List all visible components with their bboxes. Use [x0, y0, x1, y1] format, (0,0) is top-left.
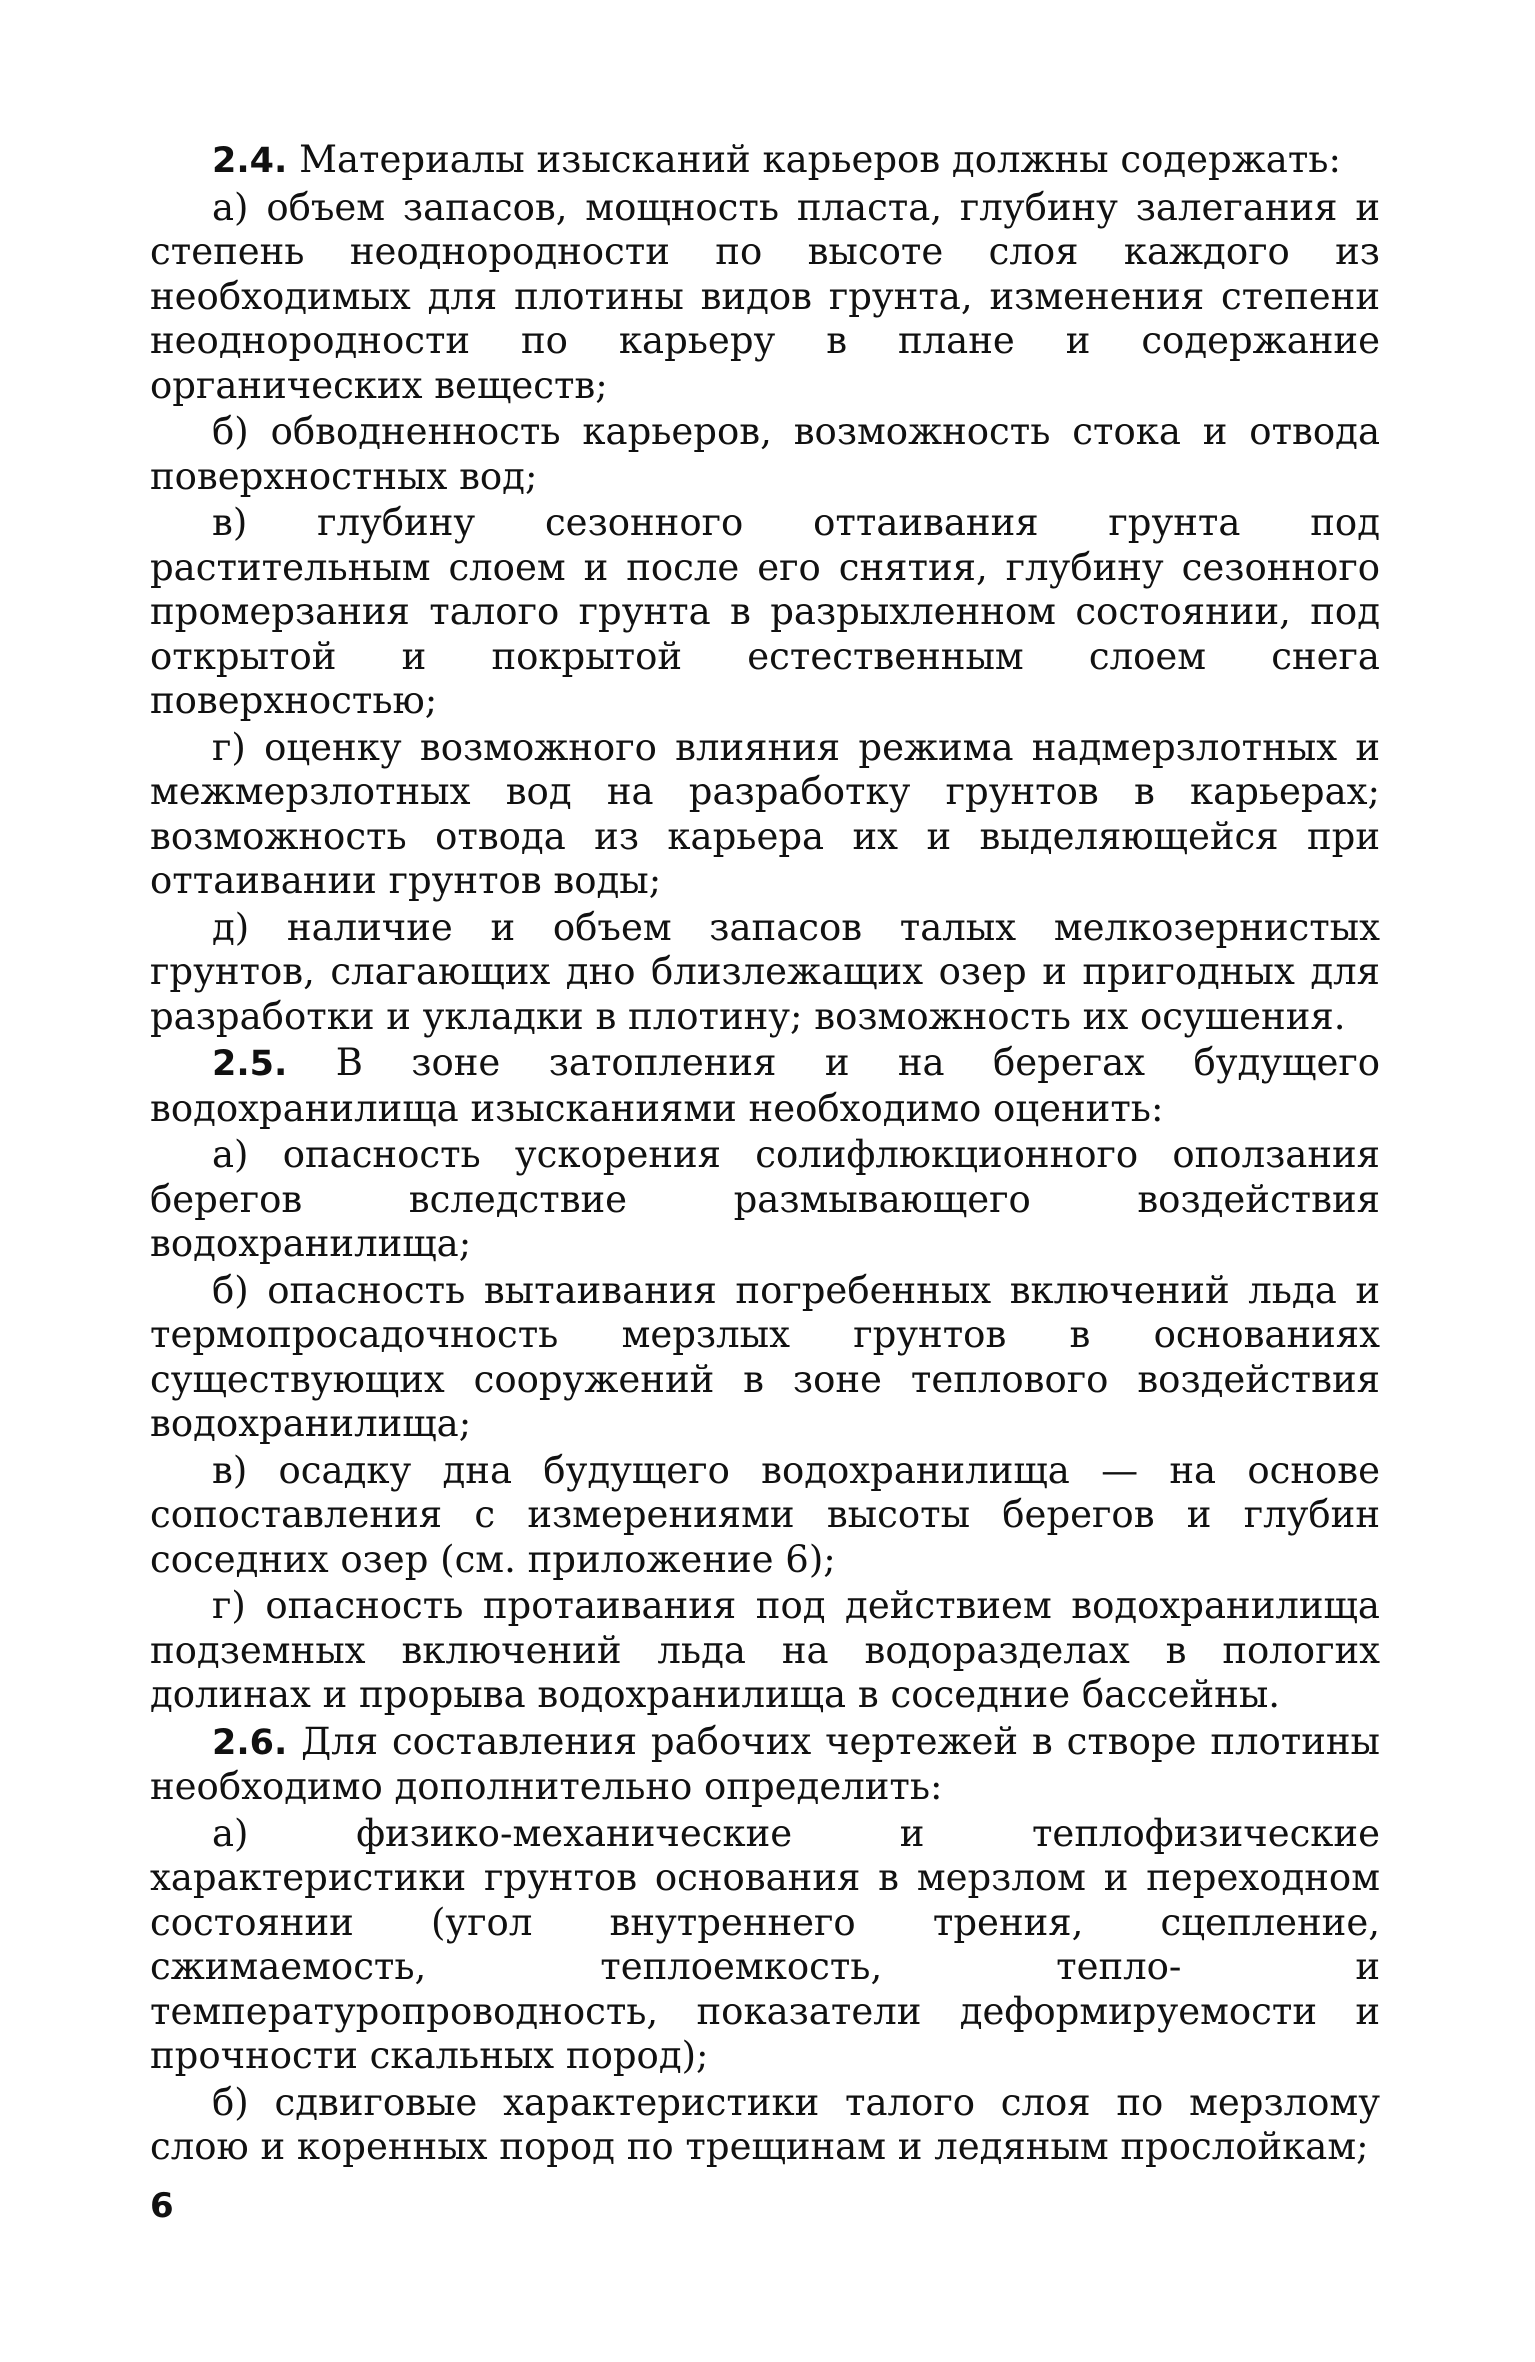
section-2-4-item-a: а) объем запасов, мощность пласта, глубину залегания и степень неоднородности по высоте слоя каждого из необходимых для плотины видов грунта, изменения степени неоднородности по карьеру в плане и содержание органических веществ; [150, 185, 1380, 407]
section-2-6-item-a: а) физико-механические и теплофизические характеристики грунтов основания в мерзлом и переходном состоянии (угол внутреннего трения, сцепление, сжимаемость, теплоемкость, тепло- и температуропроводность, показатели деформируемости и прочности скальных пород); [150, 1811, 1380, 2077]
section-2-4-intro [150, 138, 1380, 184]
section-intro-text: Материалы изысканий карьеров должны содержать: [299, 138, 1341, 181]
page-number: 6 [150, 2186, 174, 2226]
section-number: 2.5. [212, 1044, 288, 1084]
section-2-4-item-d: д) наличие и объем запасов талых мелкозернистых грунтов, слагающих дно близлежащих озер и пригодных для разработки и укладки в плотину; возможность их осушения. [150, 905, 1380, 1038]
section-2-4-item-b: б) обводненность карьеров, возможность стока и отвода поверхностных вод; [150, 410, 1380, 498]
section-intro-text: В зоне затопления и на берегах будущего водохранилища изысканиями необходимо оценить: [150, 1041, 1381, 1130]
section-2-5-item-a: а) опасность ускорения солифлюкционного оползания берегов вследствие размывающего воздействия водохранилища; [150, 1133, 1380, 1265]
section-2-5-intro [150, 1041, 1380, 1131]
section-number: 2.4. [212, 141, 288, 181]
section-2-6-item-b: б) сдвиговые характеристики талого слоя по мерзлому слою и коренных пород по трещинам и ледяным прослойкам; [150, 2080, 1380, 2168]
document-page [150, 138, 1380, 2172]
section-number: 2.6. [212, 1722, 288, 1763]
section-intro-text: Для составления рабочих чертежей в створе плотины необходимо дополнительно определить: [150, 1719, 1380, 1808]
section-2-5-item-g: г) опасность протаивания под действием водохранилища подземных включений льда на водоразделах в пологих долинах и прорыва водохранилища в соседние бассейны. [150, 1584, 1380, 1716]
section-2-5-item-b: б) опасность вытаивания погребенных включений льда и термопросадочность мерзлых грунтов в основаниях существующих сооружений в зоне теплового воздействия водохранилища; [150, 1268, 1380, 1445]
section-2-4-item-g: г) оценку возможного влияния режима надмерзлотных и межмерзлотных вод на разработку грунтов в карьерах; возможность отвода из карьера их и выделяющейся при оттаивании грунтов воды; [150, 725, 1380, 902]
section-2-6-intro [150, 1720, 1380, 1810]
section-2-4-item-v: в) глубину сезонного оттаивания грунта под растительным слоем и после его снятия, глубину сезонного промерзания талого грунта в разрыхленном состоянии, под открытой и покрытой естественным слоем снега поверхностью; [150, 501, 1380, 722]
section-2-5-item-v: в) осадку дна будущего водохранилища — на основе сопоставления с измерениями высоты берегов и глубин соседних озер (см. приложение 6); [150, 1448, 1380, 1581]
